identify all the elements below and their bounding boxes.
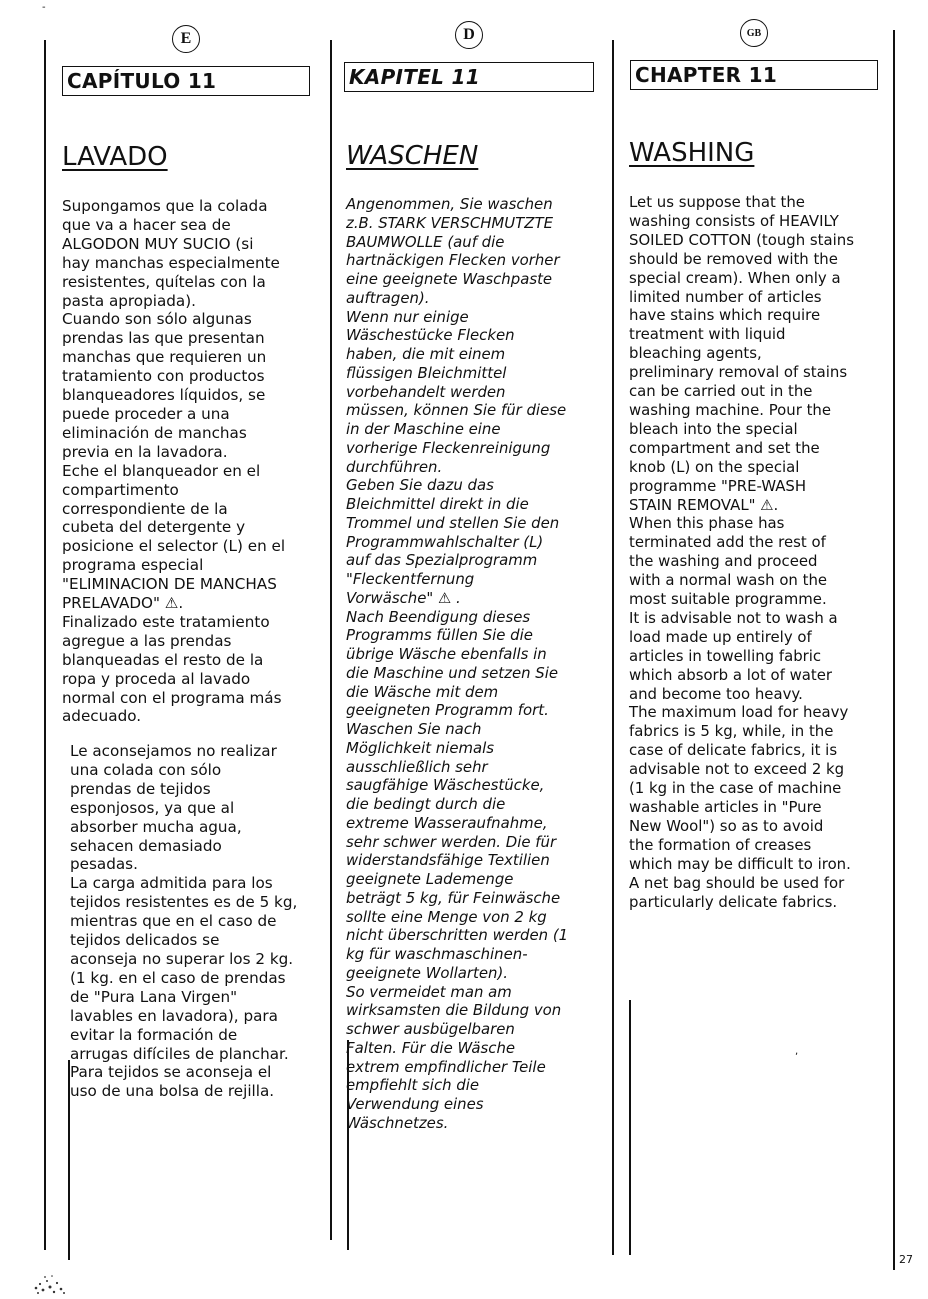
section-title-german: WASCHEN bbox=[346, 141, 479, 171]
language-badge-english: GB bbox=[740, 19, 768, 47]
body-paragraph-german: Angenommen, Sie waschen z.B. STARK VERSCHMUTZTE BAUMWOLLE (auf die hartnäckigen Flecken vorher eine geeignete Waschpaste auftragen). Wenn nur einige Wäschestücke Flecken haben, die mit einem flüssigen Bleichmittel vorbehandelt werden müssen, können Sie für diese in der Maschine eine vorherige Fleckenreinigung durchführen. Geben Sie dazu das Bleichmittel direkt in die Trommel und stellen Sie den Programmwahlschalter (L) auf das Spezialprogramm "Fleckentfernung Vorwäsche" ⚠ . Nach Beendigung dieses Programms füllen Sie die übrige Wäsche ebenfalls in die Maschine und setzen Sie die Wäsche mit dem geeigneten Programm fort. Waschen Sie nach Möglichkeit niemals ausschließlich sehr saugfähige Wäschestücke, die bedingt durch die extreme Wasseraufnahme, sehr schwer werden. Die für widerstandsfähige Textilien geeignete Lademenge beträgt 5 kg, für Feinwäsche sollte eine Menge von 2 kg nicht überschritten werden (1 kg für waschmaschinen- geeignete Wollarten). So vermeidet man am wirksamsten die Bildung von schwer ausbügelbaren Falten. Für die Wäsche extrem empfindlicher Teile empfiehlt sich die Verwendung eines Wäschnetzes. bbox=[346, 195, 569, 1132]
chapter-heading-spanish: CAPÍTULO 11 bbox=[62, 66, 310, 96]
language-badge-spanish: E bbox=[172, 25, 200, 53]
stray-mark-dash: - bbox=[42, 2, 46, 13]
page-number: 27 bbox=[899, 1253, 913, 1266]
language-badge-german: D bbox=[455, 21, 483, 49]
body-paragraph-english: Let us suppose that the washing consists of HEAVILY SOILED COTTON (tough stains should be removed with the special cream). When only a limited number of articles have stains which require treatment with liquid bleaching agents, preliminary removal of stains can be carried out in the washing machine. Pour the bleach into the special compartment and set the knob (L) on the special programme "PRE-WASH STAIN REMOVAL" ⚠. When this phase has terminated add the rest of the washing and proceed with a normal wash on the most suitable programme. It is advisable not to wash a load made up entirely of articles in towelling fabric which absorb a lot of water and become too heavy. The maximum load for heavy fabrics is 5 kg, while, in the case of delicate fabrics, it is advisable not to exceed 2 kg (1 kg in the case of machine washable articles in "Pure New Wool") so as to avoid the formation of creases which may be difficult to iron. A net bag should be used for particularly delicate fabrics. bbox=[629, 193, 854, 911]
chapter-heading-german: KAPITEL 11 bbox=[344, 62, 594, 92]
column-rule-left bbox=[44, 40, 46, 1250]
stray-mark-comma: , bbox=[795, 1046, 799, 1057]
body-paragraph-spanish-1: Supongamos que la colada que va a hacer sea de ALGODON MUY SUCIO (si hay manchas especialmente resistentes, quítelas con la pasta apropiada). Cuando son sólo algunas prendas las que presentan manchas que requieren un tratamiento con productos blanqueadores líquidos, se puede proceder a una eliminación de manchas previa en la lavadora. Eche el blanqueador en el compartimento correspondiente de la cubeta del detergente y posicione el selector (L) en el programa especial "ELIMINACION DE MANCHAS PRELAVADO" ⚠. Finalizado este tratamiento agregue a las prendas blanqueadas el resto de la ropa y proceda al lavado normal con el programa más adecuado. bbox=[62, 197, 286, 726]
chapter-heading-english: CHAPTER 11 bbox=[630, 60, 878, 90]
column-rule-inner-right bbox=[629, 1000, 631, 1255]
section-title-english: WASHING bbox=[629, 138, 755, 168]
column-rule-right bbox=[893, 30, 895, 1270]
section-title-spanish: LAVADO bbox=[62, 142, 168, 172]
column-rule-right-mid bbox=[612, 40, 614, 1255]
body-paragraph-spanish-2: Le aconsejamos no realizar una colada con sólo prendas de tejidos esponjosos, ya que al absorber mucha agua, sehacen demasiado pesadas. La carga admitida para los tejidos resistentes es de 5 kg, mientras que en el caso de tejidos delicados se aconseja no superar los 2 kg. (1 kg. en el caso de prendas de "Pura Lana Virgen" lavables en lavadora), para evitar la formación de arrugas difíciles de planchar. Para tejidos se aconseja el uso de una bolsa de rejilla. bbox=[70, 742, 298, 1101]
scan-noise-artifact bbox=[30, 1262, 70, 1296]
